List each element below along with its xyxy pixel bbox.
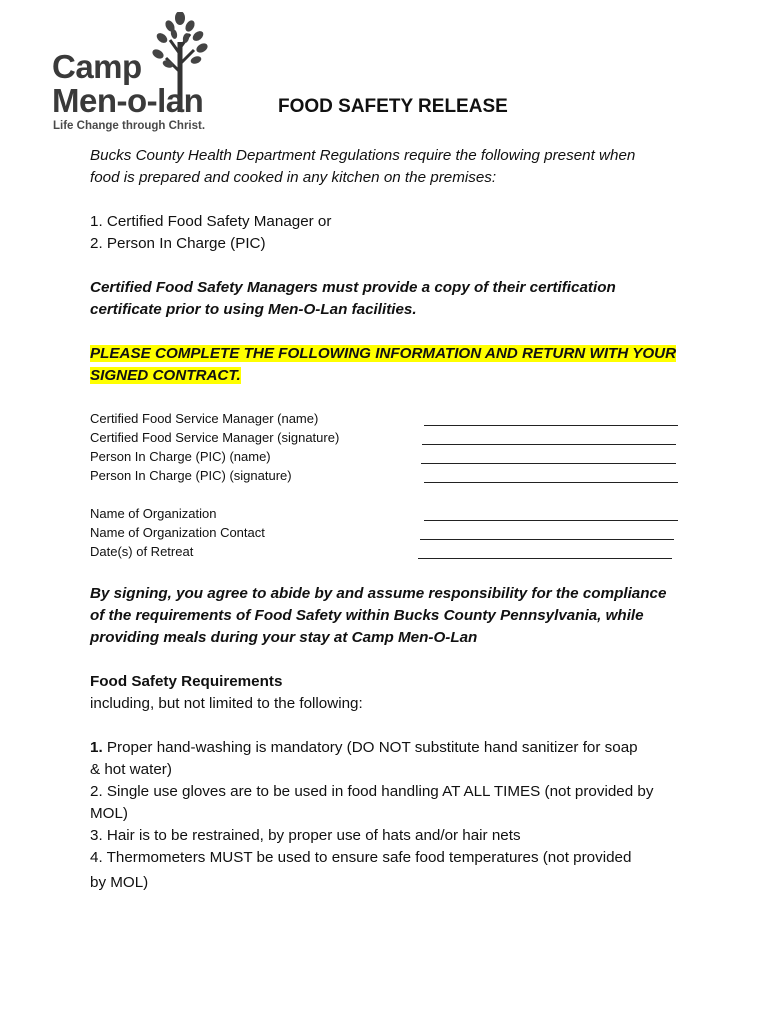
agreement-line: By signing, you agree to abide by and assume responsibility for the compliance bbox=[90, 585, 667, 602]
complete-notice-line: SIGNED CONTRACT. bbox=[90, 367, 241, 384]
list-item: 3. Hair is to be restrained, by proper use of hats and/or hair nets bbox=[90, 827, 521, 844]
cert-notice bbox=[90, 277, 690, 321]
logo-tagline: Life Change through Christ. bbox=[53, 120, 206, 132]
form-label: Certified Food Service Manager (signature) bbox=[90, 430, 340, 445]
item-text: Proper hand-washing is mandatory (DO NOT substitute hand sanitizer for soap bbox=[102, 739, 638, 756]
intro-paragraph bbox=[90, 145, 690, 189]
list-item-cont: MOL) bbox=[90, 805, 128, 822]
list-item: 1. Certified Food Safety Manager or bbox=[90, 213, 332, 230]
form-label: Name of Organization Contact bbox=[90, 525, 265, 540]
requirements-subheading: including, but not limited to the following: bbox=[90, 695, 363, 712]
requirements-heading: Food Safety Requirements bbox=[90, 673, 283, 690]
signature-line[interactable] bbox=[424, 482, 678, 483]
signature-line[interactable] bbox=[418, 558, 672, 559]
agreement-line: providing meals during your stay at Camp Men-O-Lan bbox=[90, 629, 478, 646]
form-label: Person In Charge (PIC) (name) bbox=[90, 449, 271, 464]
agreement-paragraph bbox=[90, 583, 690, 649]
intro-line: Bucks County Health Department Regulations require the following present when bbox=[90, 147, 636, 164]
signature-line[interactable] bbox=[420, 539, 674, 540]
form-row bbox=[90, 523, 690, 542]
list-item: 4. Thermometers MUST be used to ensure safe food temperatures (not provided bbox=[90, 849, 632, 866]
list-item-cont: & hot water) bbox=[90, 761, 172, 778]
page-title: FOOD SAFETY RELEASE bbox=[278, 96, 508, 117]
cert-notice-line: Certified Food Safety Managers must provide a copy of their certification bbox=[90, 279, 616, 296]
intro-line: food is prepared and cooked in any kitchen on the premises: bbox=[90, 169, 497, 186]
form-row bbox=[90, 466, 690, 485]
requirements-list bbox=[90, 737, 690, 894]
camp-logo bbox=[50, 12, 230, 134]
form-label: Name of Organization bbox=[90, 506, 217, 521]
signature-line[interactable] bbox=[421, 463, 676, 464]
requirements-section bbox=[90, 671, 690, 715]
list-item bbox=[90, 737, 690, 759]
form-group-managers bbox=[90, 409, 690, 485]
form-row bbox=[90, 447, 690, 466]
list-item: 2. Person In Charge (PIC) bbox=[90, 235, 266, 252]
complete-notice bbox=[90, 343, 690, 387]
required-list bbox=[90, 211, 690, 255]
form-label: Date(s) of Retreat bbox=[90, 544, 194, 559]
form-row bbox=[90, 542, 690, 561]
list-item: 2. Single use gloves are to be used in food handling AT ALL TIMES (not provided by bbox=[90, 783, 654, 800]
list-item-cont: by MOL) bbox=[90, 874, 149, 891]
form-label: Person In Charge (PIC) (signature) bbox=[90, 468, 292, 483]
complete-notice-line: PLEASE COMPLETE THE FOLLOWING INFORMATION AND RETURN WITH YOUR bbox=[90, 345, 677, 362]
agreement-line: of the requirements of Food Safety within Bucks County Pennsylvania, while bbox=[90, 607, 644, 624]
logo-camp-text: Camp bbox=[52, 48, 142, 85]
logo-menolan-text: Men-o-lan bbox=[52, 82, 204, 119]
signature-line[interactable] bbox=[424, 425, 678, 426]
form-row bbox=[90, 409, 690, 428]
form-label: Certified Food Service Manager (name) bbox=[90, 411, 319, 426]
form-row bbox=[90, 428, 690, 447]
signature-line[interactable] bbox=[424, 520, 678, 521]
signature-line[interactable] bbox=[422, 444, 676, 445]
form-row bbox=[90, 504, 690, 523]
item-number: 1. bbox=[90, 739, 103, 756]
form-group-organization bbox=[90, 504, 690, 561]
cert-notice-line: certificate prior to using Men-O-Lan facilities. bbox=[90, 301, 417, 318]
